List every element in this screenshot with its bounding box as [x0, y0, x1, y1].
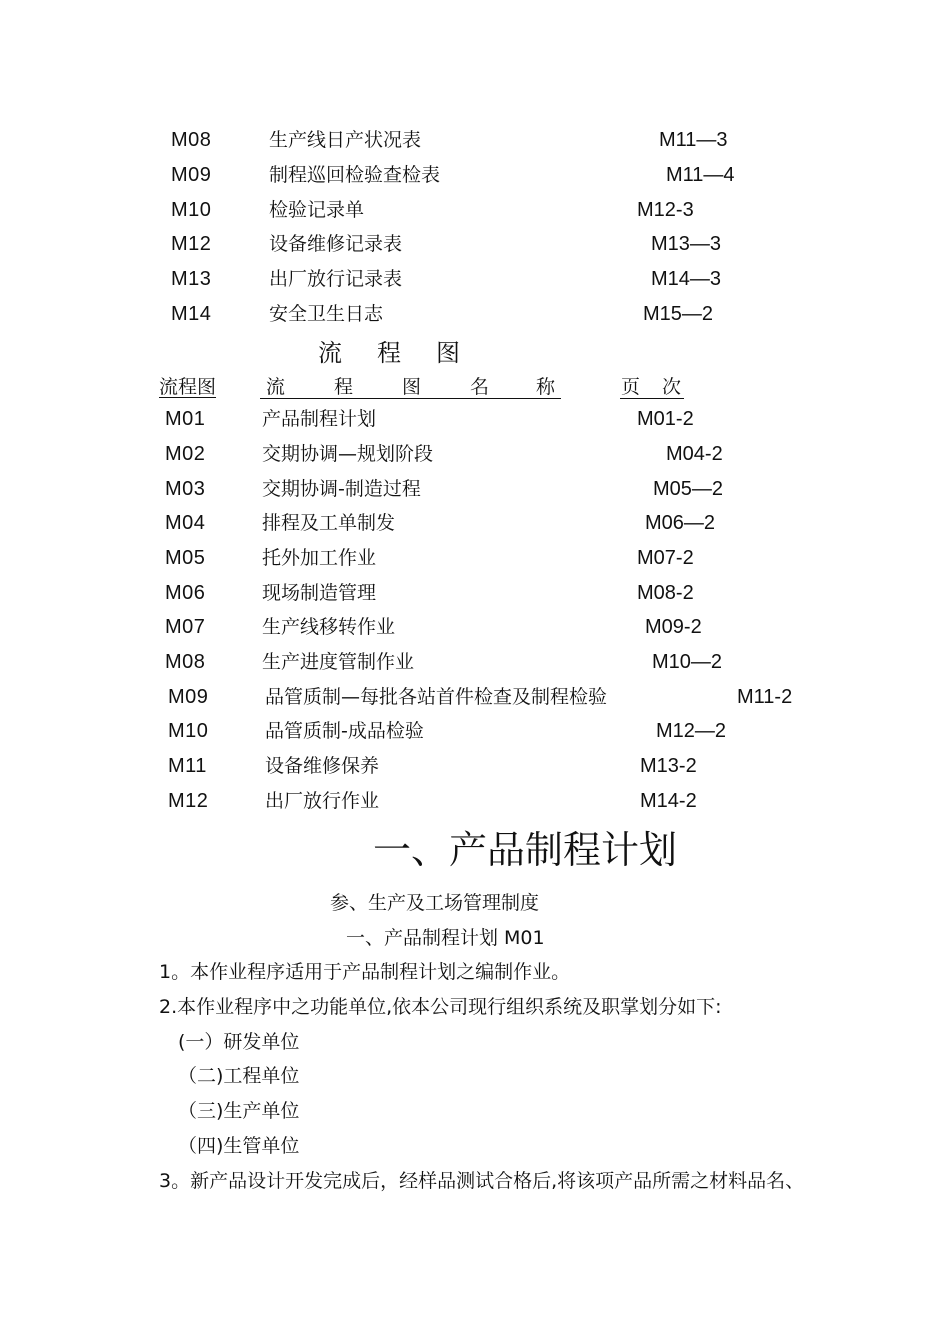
flow-name: 托外加工作业 — [262, 547, 377, 569]
form-code: M10 — [171, 199, 212, 221]
flow-page: M10—2 — [652, 651, 723, 673]
flow-name: 生产进度管制作业 — [262, 651, 415, 673]
flow-page: M11-2 — [737, 686, 793, 708]
title-char: 程 — [377, 339, 401, 367]
form-code: M13 — [171, 268, 212, 290]
flow-code: M08 — [165, 651, 206, 673]
header-char: 次 — [662, 376, 682, 398]
flow-name: 产品制程计划 — [262, 408, 377, 430]
flowchart-row — [0, 786, 950, 816]
form-name: 设备维修记录表 — [269, 233, 403, 255]
paragraph-1: 1。本作业程序适用于产品制程计划之编制作业。 — [159, 961, 571, 983]
header-char: 称 — [536, 376, 556, 398]
flow-page: M07-2 — [637, 547, 694, 569]
flow-code: M10 — [168, 720, 209, 742]
unit-item: (一）研发单位 — [178, 1031, 300, 1053]
header-flowchart-name — [260, 370, 561, 399]
paragraph-2: 2.本作业程序中之功能单位,依本公司现行组织系统及职掌划分如下: — [159, 996, 722, 1018]
flow-code: M05 — [165, 547, 206, 569]
form-name: 制程巡回检验查检表 — [269, 164, 441, 186]
header-char: 程 — [334, 376, 354, 398]
form-name: 检验记录单 — [269, 199, 365, 221]
title-char: 图 — [436, 339, 460, 367]
flow-name: 现场制造管理 — [262, 582, 377, 604]
form-name: 出厂放行记录表 — [269, 268, 403, 290]
index-row — [0, 229, 950, 259]
flow-code: M12 — [168, 790, 209, 812]
flow-code: M09 — [168, 686, 209, 708]
flowchart-row — [0, 578, 950, 608]
form-name: 生产线日产状况表 — [269, 129, 422, 151]
flow-name: 设备维修保养 — [265, 755, 380, 777]
flow-code: M01 — [165, 408, 206, 430]
title-char: 流 — [318, 339, 342, 367]
flow-code: M03 — [165, 478, 206, 500]
flow-name: 生产线移转作业 — [262, 616, 396, 638]
flowchart-row — [0, 508, 950, 538]
flowchart-row — [0, 716, 950, 746]
flow-name: 交期协调—规划阶段 — [262, 443, 434, 465]
flowchart-row — [0, 682, 950, 712]
flow-code: M04 — [165, 512, 206, 534]
flowchart-row — [0, 404, 950, 434]
sub-heading: 一、产品制程计划 M01 — [346, 927, 545, 949]
chapter-title: 一、产品制程计划 — [372, 828, 677, 872]
flow-page: M13-2 — [640, 755, 697, 777]
form-page: M14—3 — [651, 268, 722, 290]
flow-page: M06—2 — [645, 512, 716, 534]
form-page: M11—4 — [666, 164, 735, 186]
flow-page: M12—2 — [656, 720, 727, 742]
form-code: M14 — [171, 303, 212, 325]
flowchart-table-header — [0, 370, 950, 400]
header-char: 名 — [470, 376, 490, 398]
form-page: M13—3 — [651, 233, 722, 255]
flowchart-row — [0, 543, 950, 573]
paragraph-3: 3。新产品设计开发完成后，经样品测试合格后,将该项产品所需之材料品名、 — [159, 1170, 805, 1192]
form-page: M12-3 — [637, 199, 694, 221]
header-char: 流 — [266, 376, 286, 398]
index-row — [0, 195, 950, 225]
flow-page: M14-2 — [640, 790, 697, 812]
flow-code: M07 — [165, 616, 206, 638]
form-code: M08 — [171, 129, 212, 151]
form-page: M15—2 — [643, 303, 714, 325]
form-page: M11—3 — [659, 129, 728, 151]
index-row — [0, 299, 950, 329]
index-row — [0, 160, 950, 190]
flow-name: 交期协调-制造过程 — [262, 478, 421, 500]
header-flowchart-code: 流程图 — [159, 376, 217, 398]
flow-page: M01-2 — [637, 408, 694, 430]
flow-code: M06 — [165, 582, 206, 604]
flowchart-row — [0, 439, 950, 469]
header-page — [620, 370, 684, 399]
flow-name: 出厂放行作业 — [265, 790, 380, 812]
flow-page: M09-2 — [645, 616, 702, 638]
index-row — [0, 125, 950, 155]
section-heading: 参、生产及工场管理制度 — [330, 892, 540, 914]
form-code: M12 — [171, 233, 212, 255]
flow-code: M11 — [168, 755, 207, 777]
header-char: 页 — [621, 376, 641, 398]
form-code: M09 — [171, 164, 212, 186]
flow-name: 排程及工单制发 — [262, 512, 396, 534]
flow-page: M08-2 — [637, 582, 694, 604]
flow-name: 品管质制-成品检验 — [265, 720, 424, 742]
flow-name: 品管质制—每批各站首件检查及制程检验 — [265, 686, 608, 708]
flow-code: M02 — [165, 443, 206, 465]
index-row — [0, 264, 950, 294]
flow-page: M05—2 — [653, 478, 724, 500]
unit-item: （四)生管单位 — [178, 1135, 300, 1157]
unit-item: （三)生产单位 — [178, 1100, 300, 1122]
flowchart-row — [0, 751, 950, 781]
flow-page: M04-2 — [666, 443, 723, 465]
form-name: 安全卫生日志 — [269, 303, 384, 325]
unit-item: （二)工程单位 — [178, 1065, 300, 1087]
header-char: 图 — [402, 376, 422, 398]
flowchart-row — [0, 647, 950, 677]
flowchart-row — [0, 612, 950, 642]
flowchart-row — [0, 474, 950, 504]
